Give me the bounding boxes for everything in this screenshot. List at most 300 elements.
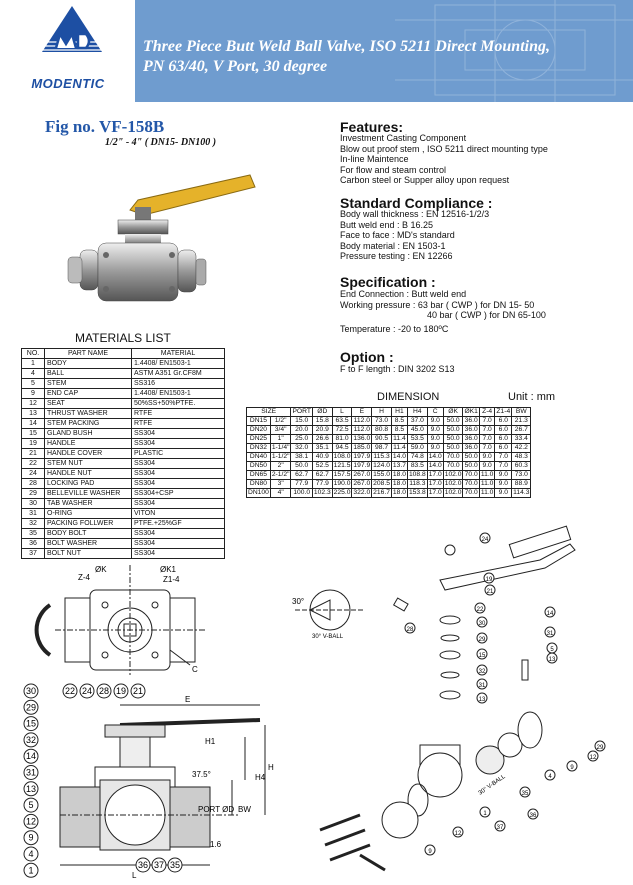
- specification-list: [340, 289, 546, 334]
- compliance-list: [340, 209, 489, 262]
- materials-row: [22, 369, 225, 379]
- dimension-cell: 112.0: [353, 426, 370, 433]
- ball-angle-label: 30°: [292, 597, 305, 606]
- dimension-cell: 102.0: [444, 489, 462, 496]
- part-callout: [477, 617, 487, 627]
- dimension-cell: DN25: [247, 435, 271, 444]
- part-callout-number: 14: [546, 611, 554, 617]
- dimension-cell: 9.0: [427, 417, 443, 426]
- logo-md-mark-icon: [42, 20, 102, 52]
- dimension-cell: 45.0: [407, 426, 427, 435]
- label-e: E: [185, 695, 191, 704]
- part-no: 31: [22, 509, 45, 519]
- part-material: RTFE: [132, 419, 225, 429]
- part-callout-number: 28: [98, 686, 110, 696]
- materials-row: [22, 359, 225, 369]
- part-name: O-RING: [45, 509, 132, 519]
- part-name: BODY: [45, 359, 132, 369]
- part-callout: [63, 684, 77, 698]
- dimension-cell: 3/4": [270, 426, 291, 435]
- dimension-cell: 40.9: [312, 453, 332, 462]
- materials-row: [22, 529, 225, 539]
- dimension-cell: 185.0: [353, 444, 371, 451]
- dimension-cell: 88.9: [512, 480, 531, 489]
- dimension-cell: 153.8: [408, 489, 426, 496]
- part-no: 15: [22, 429, 45, 439]
- dimension-cell: DN32: [247, 444, 271, 453]
- part-callout: [24, 863, 38, 877]
- part-callout: [545, 607, 555, 617]
- part-callout: [24, 766, 38, 780]
- label-z4: Z-4: [78, 573, 90, 582]
- dimension-col-header: SIZE: [247, 408, 291, 417]
- dimension-cell: 74.8: [407, 453, 427, 462]
- working-pressure-2: 40 bar ( CWP ) for DN 65-100: [427, 310, 546, 320]
- dimension-cell: DN15: [247, 417, 271, 426]
- dimension-cell: 9.0: [427, 444, 443, 453]
- v-ball-label: 30° V-BALL: [312, 634, 344, 640]
- materials-row: [22, 489, 225, 499]
- dimension-title: DIMENSION: [377, 391, 440, 403]
- dimension-col-header: PORT: [292, 408, 311, 415]
- part-name: END CAP: [45, 389, 132, 399]
- dimension-col-header: C: [427, 408, 443, 417]
- part-callout: [24, 717, 38, 731]
- part-material: SS304: [132, 539, 225, 549]
- working-pressure: Working pressure : 63 bar ( CWP ) for DN 15- 50: [340, 299, 535, 310]
- part-callout-number: 36: [529, 813, 537, 819]
- dimension-cell: 21.3: [512, 417, 531, 426]
- compliance-heading: Standard Compliance :: [340, 195, 493, 211]
- dimension-cell: 267.0: [353, 471, 371, 478]
- label-ok: ØK: [95, 565, 107, 574]
- dimension-cell: 7.0: [479, 444, 495, 453]
- col-header: PART NAME: [45, 349, 132, 359]
- page-title-line-1: Three Piece Butt Weld Ball Valve, ISO 5211 Direct Mounting,: [143, 38, 550, 55]
- dimension-cell: 94.5: [332, 444, 352, 453]
- option-heading: Option :: [340, 349, 394, 365]
- dimension-cell: 11.0: [480, 471, 494, 478]
- dimension-cell: 2-1/2": [271, 471, 290, 478]
- dimension-unit: Unit : mm: [508, 391, 556, 403]
- dimension-cell: 15.8: [312, 417, 332, 426]
- part-callout-number: 31: [546, 631, 554, 637]
- part-no: 35: [22, 529, 45, 539]
- dimension-cell: 60.3: [512, 462, 531, 471]
- dimension-col-header: ØK1: [464, 408, 478, 415]
- dimension-cell: 20.0: [291, 426, 312, 435]
- part-callout: [114, 684, 128, 698]
- label-h1: H1: [205, 737, 216, 746]
- part-callout-number: 12: [589, 755, 597, 761]
- part-callout-number: 24: [81, 686, 93, 696]
- part-callout-number: 4: [548, 774, 552, 780]
- dimension-cell: 18.0: [392, 471, 406, 478]
- specification-heading: Specification :: [340, 274, 436, 290]
- materials-row: [22, 459, 225, 469]
- part-callout: [24, 798, 38, 812]
- dimension-col-header: L: [332, 408, 352, 417]
- col-header: MATERIAL: [132, 349, 225, 359]
- part-callout-number: 9: [428, 849, 432, 855]
- dimension-cell: 72.5: [332, 426, 352, 435]
- dimension-cell: 197.9: [353, 462, 371, 469]
- features-item: Carbon steel or Supper alloy upon request: [340, 175, 510, 185]
- part-material: RTFE: [132, 409, 225, 419]
- part-no: 9: [22, 389, 45, 399]
- dimension-row: [247, 462, 531, 471]
- dimension-cell: 50.0: [443, 444, 463, 453]
- part-callout-number: 1: [483, 811, 487, 817]
- label-ok1: ØK1: [160, 565, 177, 574]
- dimension-cell: DN100: [248, 489, 269, 496]
- dimension-cell: DN65: [247, 471, 271, 480]
- part-no: 21: [22, 449, 45, 459]
- part-callout-number: 21: [132, 686, 144, 696]
- dimension-cell: DN80: [247, 480, 271, 489]
- dimension-cell: 11.4: [393, 444, 406, 451]
- dimension-row: [247, 435, 531, 444]
- label-1-6: 1.6: [210, 840, 222, 849]
- dimension-cell: 14.0: [392, 453, 406, 460]
- dimension-cell: 124.0: [373, 462, 390, 469]
- dimension-cell: 1-1/4": [271, 444, 290, 451]
- dimension-cell: 9.0: [495, 480, 512, 489]
- materials-row: [22, 469, 225, 479]
- part-material: SS304: [132, 439, 225, 449]
- part-callout-number: 21: [486, 589, 494, 595]
- part-callout-number: 28: [406, 627, 414, 633]
- dimension-cell: 73.0: [512, 471, 531, 480]
- dimension-cell: 1-1/2": [271, 453, 290, 460]
- part-no: 30: [22, 499, 45, 509]
- part-name: STEM PACKING: [45, 419, 132, 429]
- compliance-item: Body material : EN 1503-1: [340, 240, 446, 251]
- dimension-cell: 80.8: [372, 426, 392, 435]
- part-name: BOLT NUT: [45, 549, 132, 559]
- part-callout-number: 1: [28, 865, 34, 876]
- label-bw: BW: [238, 805, 251, 814]
- compliance-item: Face to face : MD's standard: [340, 230, 455, 240]
- part-name: TAB WASHER: [45, 499, 132, 509]
- dimension-cell: 18.0: [392, 480, 406, 487]
- part-callout: [545, 627, 555, 637]
- part-callout: [24, 782, 38, 796]
- dimension-cell: 77.9: [312, 480, 332, 489]
- dimension-cell: 8.5: [391, 426, 407, 435]
- dimension-cell: 33.4: [512, 435, 531, 444]
- part-callout-number: 30: [25, 686, 37, 696]
- dimension-row: [247, 480, 531, 489]
- dimension-cell: 70.0: [464, 480, 478, 487]
- part-no: 22: [22, 459, 45, 469]
- part-no: 32: [22, 519, 45, 529]
- dimension-table: [246, 407, 531, 498]
- part-callout: [477, 693, 487, 703]
- dimension-cell: 9.0: [479, 462, 495, 471]
- part-callout: [485, 585, 495, 595]
- dimension-cell: 26.7: [512, 426, 531, 435]
- part-callout-number: 19: [115, 686, 127, 696]
- part-no: 4: [22, 369, 45, 379]
- part-material: SS304: [132, 499, 225, 509]
- part-no: 19: [22, 439, 45, 449]
- dimension-cell: 13.7: [392, 462, 406, 469]
- label-h: H: [268, 763, 274, 772]
- dimension-cell: 83.5: [407, 462, 427, 471]
- dimension-row: [247, 453, 531, 462]
- dimension-cell: 36.0: [464, 426, 478, 433]
- dimension-cell: 7.0: [479, 435, 495, 444]
- materials-row: [22, 549, 225, 559]
- part-callout: [547, 643, 557, 653]
- part-callout: [24, 733, 38, 747]
- part-callout-number: 37: [496, 825, 504, 831]
- features-item: Blow out proof stem , ISO 5211 direct mounting type: [340, 143, 548, 154]
- dimension-cell: 4": [270, 489, 291, 498]
- dimension-cell: 52.5: [312, 462, 332, 471]
- dimension-cell: 48.3: [512, 453, 531, 462]
- dimension-row: [247, 489, 531, 498]
- dimension-cell: 225.0: [333, 489, 351, 496]
- part-no: 37: [22, 549, 45, 559]
- page-title-line-2: PN 63/40, V Port, 30 degree: [143, 58, 328, 75]
- dimension-cell: 63.5: [332, 417, 352, 426]
- part-callout: [567, 761, 577, 771]
- part-callout-number: 13: [478, 697, 486, 703]
- dimension-cell: 36.0: [464, 417, 478, 424]
- materials-row: [22, 509, 225, 519]
- size-range: 1/2" - 4" ( DN15- DN100 ): [105, 137, 217, 148]
- part-callout-number: 13: [25, 783, 37, 794]
- label-c: C: [192, 665, 198, 674]
- dimension-cell: 73.0: [372, 417, 392, 426]
- brand-name: MODENTIC: [31, 76, 105, 91]
- part-callout: [453, 827, 463, 837]
- part-no: 36: [22, 539, 45, 549]
- dimension-cell: 70.0: [464, 471, 478, 478]
- part-callout: [547, 653, 557, 663]
- part-callout-number: 12: [25, 816, 37, 827]
- part-name: BOLT WASHER: [45, 539, 132, 549]
- dimension-cell: 90.5: [372, 435, 392, 444]
- dimension-cell: 102.0: [444, 471, 462, 478]
- features-item: For flow and steam control: [340, 164, 447, 175]
- part-material: SS304+CSP: [132, 489, 225, 499]
- dimension-cell: 6.0: [495, 435, 512, 444]
- end-connection: End Connection : Butt weld end: [340, 289, 467, 299]
- materials-row: [22, 539, 225, 549]
- dimension-cell: 53.5: [407, 435, 427, 444]
- col-header: NO.: [22, 349, 45, 359]
- part-callout-number: 5: [28, 800, 34, 811]
- dimension-col-header: H1: [391, 408, 407, 417]
- part-material: PTFE.+25%GF: [132, 519, 225, 529]
- materials-row: [22, 399, 225, 409]
- dimension-cell: 14.0: [428, 462, 442, 469]
- part-callout: [595, 741, 605, 751]
- part-name: HANDLE COVER: [45, 449, 132, 459]
- dimension-cell: 1/2": [270, 417, 291, 426]
- part-material: SS304: [132, 469, 225, 479]
- part-callout: [588, 751, 598, 761]
- dimension-cell: 42.2: [512, 444, 531, 453]
- part-name: HANDLE NUT: [45, 469, 132, 479]
- dimension-cell: 2": [270, 462, 291, 471]
- part-callout-number: 31: [25, 767, 37, 778]
- materials-table: [21, 348, 225, 559]
- part-callout: [24, 847, 38, 861]
- dimension-col-header: ØD: [312, 408, 332, 417]
- dimension-cell: 197.9: [353, 453, 371, 460]
- dimension-cell: 17.0: [428, 471, 442, 478]
- label-h4: H4: [255, 773, 266, 782]
- dimension-cell: 59.0: [407, 444, 427, 453]
- part-material: PLASTIC: [132, 449, 225, 459]
- part-callout-number: 29: [478, 637, 486, 643]
- part-callout: [24, 684, 38, 698]
- dimension-cell: 190.0: [333, 480, 351, 487]
- part-material: SS304: [132, 479, 225, 489]
- part-callout: [24, 749, 38, 763]
- part-callout-number: 30: [478, 621, 486, 627]
- dimension-cell: DN20: [247, 426, 271, 435]
- dimension-cell: 38.1: [291, 453, 312, 462]
- dimension-cell: 26.6: [312, 435, 332, 444]
- part-callout-number: 9: [28, 832, 34, 843]
- dimension-cell: 208.5: [373, 480, 390, 487]
- part-callout-number: 29: [25, 702, 37, 713]
- materials-row: [22, 479, 225, 489]
- dimension-cell: 50.0: [464, 453, 478, 460]
- part-callout-number: 13: [548, 657, 556, 663]
- dimension-col-header: BW: [512, 408, 531, 417]
- part-callout-number: 14: [25, 751, 37, 762]
- temperature: Temperature : -20 to 180ºC: [340, 323, 449, 334]
- part-callout: [477, 665, 487, 675]
- dimension-cell: 9.0: [495, 489, 512, 498]
- part-callout: [24, 700, 38, 714]
- part-callout-number: 32: [25, 734, 37, 745]
- materials-row: [22, 379, 225, 389]
- dimension-cell: 118.3: [409, 480, 426, 487]
- header-banner: [0, 0, 633, 102]
- part-callout: [425, 845, 435, 855]
- part-name: PACKING FOLLWER: [45, 519, 132, 529]
- dimension-cell: 7.0: [479, 426, 495, 435]
- dimension-cell: 15.0: [291, 417, 312, 426]
- materials-row: [22, 389, 225, 399]
- dimension-row: [247, 417, 531, 426]
- part-material: 1.4408/ EN1503-1: [132, 359, 225, 369]
- dimension-header-row: [247, 408, 531, 417]
- part-material: 50%SS+50%PTFE.: [132, 399, 225, 409]
- exploded-ball-label: 30° V-BALL: [477, 773, 507, 797]
- features-item: In-line Maintence: [340, 154, 409, 164]
- materials-row: [22, 409, 225, 419]
- part-material: SS304: [132, 459, 225, 469]
- materials-header-row: [22, 349, 225, 359]
- dimension-cell: 81.0: [332, 435, 352, 444]
- dimension-cell: 11.0: [480, 489, 494, 496]
- dimension-cell: 6.0: [495, 417, 512, 426]
- dimension-cell: 20.9: [312, 426, 332, 435]
- exploded-view-drawing: [300, 520, 633, 885]
- dimension-cell: 18.0: [392, 489, 406, 496]
- dimension-cell: 50.0: [291, 462, 312, 471]
- dimension-cell: 267.0: [353, 480, 371, 487]
- materials-row: [22, 449, 225, 459]
- part-callout-number: 37: [153, 860, 165, 870]
- part-callout-number: 12: [454, 831, 462, 837]
- compliance-item: Butt weld end : B 16.25: [340, 219, 434, 230]
- dimension-cell: 35.1: [312, 444, 332, 453]
- features-item: Investment Casting Component: [340, 133, 467, 143]
- section-view-drawing: [20, 680, 280, 885]
- dimension-cell: 62.7: [291, 471, 312, 480]
- part-callout: [484, 573, 494, 583]
- part-callout: [480, 807, 490, 817]
- part-material: SS304: [132, 549, 225, 559]
- dimension-cell: 70.0: [464, 489, 478, 496]
- dimension-cell: 6.0: [495, 426, 512, 435]
- part-callout-number: 22: [64, 686, 76, 696]
- dimension-cell: 322.0: [353, 489, 371, 496]
- part-material: SS304: [132, 429, 225, 439]
- features-heading: Features:: [340, 119, 404, 135]
- dimension-row: [247, 426, 531, 435]
- part-callout-number: 15: [25, 718, 37, 729]
- dimension-cell: 216.7: [373, 489, 390, 496]
- part-material: SS316: [132, 379, 225, 389]
- part-name: STEM NUT: [45, 459, 132, 469]
- dimension-cell: 36.0: [464, 435, 478, 442]
- dimension-cell: 36.0: [464, 444, 478, 451]
- features-list: [340, 133, 548, 186]
- materials-title: MATERIALS LIST: [75, 331, 171, 345]
- dimension-cell: 3": [270, 480, 291, 489]
- dimension-cell: 50.0: [443, 426, 463, 435]
- compliance-item: Body wall thickness : EN 12516-1/2/3: [340, 209, 490, 219]
- part-callout: [528, 809, 538, 819]
- part-material: ASTM A351 Gr.CF8M: [132, 369, 225, 379]
- dimension-cell: 17.0: [428, 480, 442, 487]
- dimension-cell: 70.0: [443, 453, 463, 462]
- part-name: THRUST WASHER: [45, 409, 132, 419]
- part-callout: [475, 603, 485, 613]
- label-z14: Z1-4: [163, 575, 180, 584]
- dimension-cell: 108.0: [333, 453, 351, 460]
- dimension-cell: 157.5: [333, 471, 351, 478]
- part-callout-number: 9: [570, 765, 574, 771]
- figure-number: Fig no. VF-158B: [45, 117, 165, 136]
- part-callout: [168, 858, 182, 872]
- dimension-cell: 9.0: [479, 453, 495, 462]
- part-material: VITON: [132, 509, 225, 519]
- materials-row: [22, 439, 225, 449]
- dimension-cell: 112.0: [353, 417, 370, 424]
- part-callout: [24, 814, 38, 828]
- part-callout: [495, 821, 505, 831]
- top-view-drawing: [20, 560, 210, 680]
- part-callout: [545, 770, 555, 780]
- part-callout: [152, 858, 166, 872]
- dimension-cell: 108.8: [408, 471, 426, 478]
- part-no: 13: [22, 409, 45, 419]
- dimension-cell: 70.0: [443, 462, 463, 471]
- part-name: BELLEVILLE WASHER: [45, 489, 132, 499]
- part-name: GLAND BUSH: [45, 429, 132, 439]
